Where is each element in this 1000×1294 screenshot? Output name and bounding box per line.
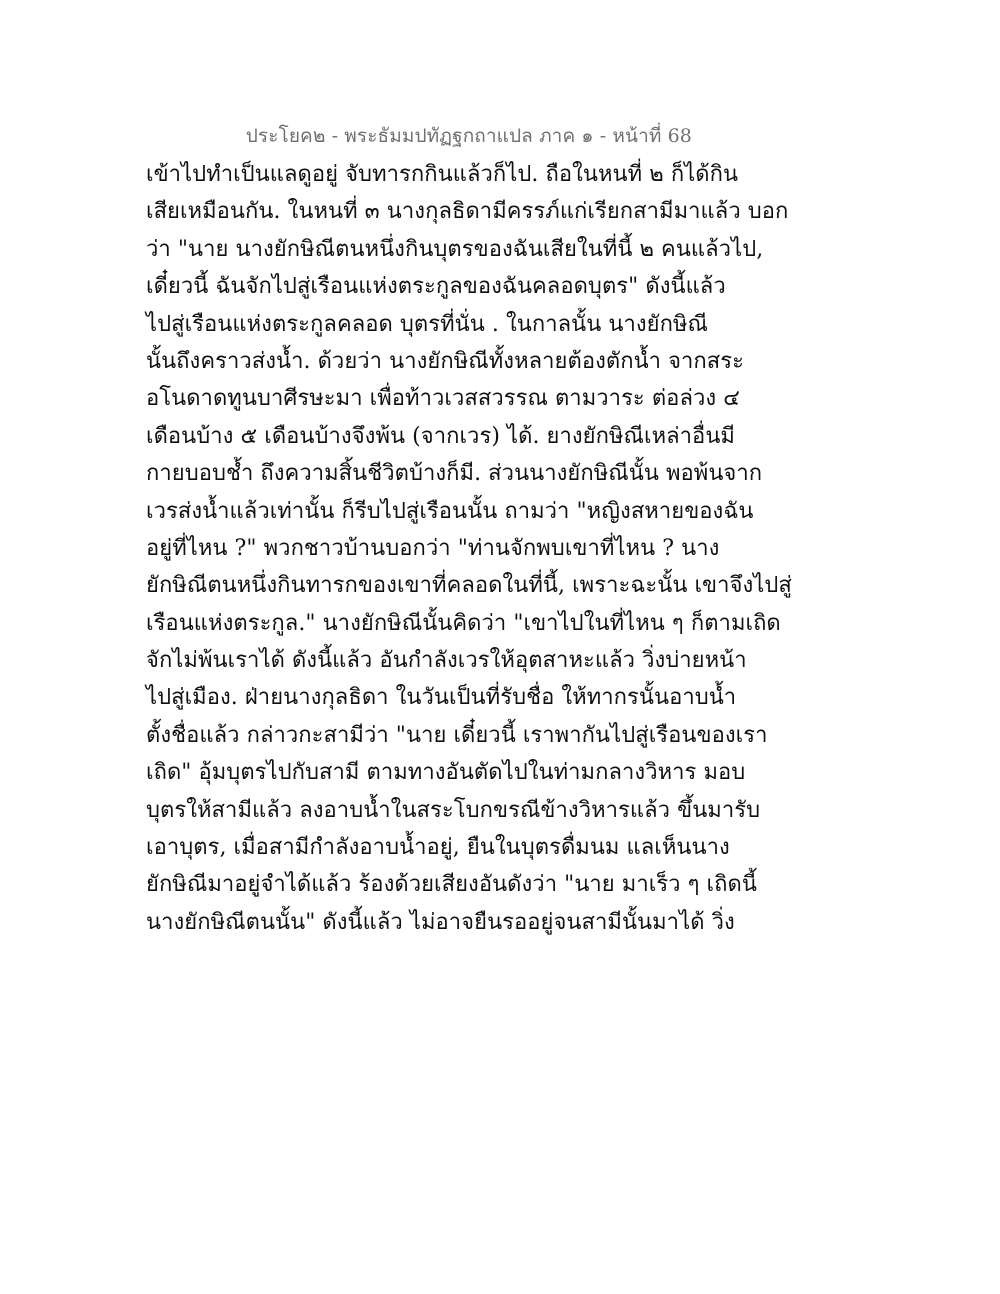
body-text <box>146 156 792 941</box>
text-line: ยักษิณีตนหนึ่งกินทารกของเขาที่คลอดในที่นี้, เพราะฉะนั้น เขาจึงไปสู่ <box>146 573 792 599</box>
text-line: นั้นถึงคราวส่งน้ำ. ด้วยว่า นางยักษิณีทั้งหลายต้องตักน้ำ จากสระ <box>146 348 745 374</box>
text-line: เดือนบ้าง ๕ เดือนบ้างจึงพ้น (จากเวร) ได้. ยางยักษิณีเหล่าอื่นมี <box>146 423 735 449</box>
text-line: จักไม่พ้นเราได้ ดังนี้แล้ว อันกำลังเวรให้อุตสาหะแล้ว วิ่งบ่ายหน้า <box>146 648 747 674</box>
text-line: อยู่ที่ไหน ?" พวกชาวบ้านบอกว่า "ท่านจักพบเขาที่ไหน ? นาง <box>146 535 720 561</box>
text-line: บุตรให้สามีแล้ว ลงอาบน้ำในสระโบกขรณีข้างวิหารแล้ว ขึ้นมารับ <box>146 797 761 823</box>
text-line: นางยักษิณีตนนั้น" ดังนี้แล้ว ไม่อาจยืนรออยู่จนสามีนั้นมาได้ วิ่ง <box>146 909 735 935</box>
text-line: อโนดาดทูนบาศีรษะมา เพื่อท้าวเวสสวรรณ ตามวาระ ต่อล่วง ๔ <box>146 386 740 412</box>
text-line: เดี๋ยวนี้ ฉันจักไปสู่เรือนแห่งตระกูลของฉันคลอดบุตร" ดังนี้แล้ว <box>146 274 726 300</box>
text-line: ยักษิณีมาอยู่จำได้แล้ว ร้องด้วยเสียงอันดังว่า "นาย มาเร็ว ๆ เถิดนี้ <box>146 872 757 898</box>
text-line: ไปสู่เรือนแห่งตระกูลคลอด บุตรที่นั่น . ในกาลนั้น นางยักษิณี <box>146 311 708 337</box>
text-line: เรือนแห่งตระกูล." นางยักษิณีนั้นคิดว่า "เขาไปในที่ไหน ๆ ก็ตามเถิด <box>146 610 781 636</box>
text-line: เวรส่งน้ำแล้วเท่านั้น ก็รีบไปสู่เรือนนั้น ถามว่า "หญิงสหายของฉัน <box>146 498 754 524</box>
text-line: เสียเหมือนกัน. ในหนที่ ๓ นางกุลธิดามีครรภ์แก่เรียกสามีมาแล้ว บอก <box>146 199 789 225</box>
running-header: ประโยค๒ - พระธัมมปทัฏฐกถาแปล ภาค ๑ - หน้าที่ 68 <box>245 125 692 147</box>
text-line: ไปสู่เมือง. ฝ่ายนางกุลธิดา ในวันเป็นที่รับชื่อ ให้ทากรนั้นอาบน้ำ <box>146 685 737 711</box>
text-line: เอาบุตร, เมื่อสามีกำลังอาบน้ำอยู่, ยืนในบุตรดื่มนม แลเห็นนาง <box>146 835 730 861</box>
text-line: เถิด" อุ้มบุตรไปกับสามี ตามทางอันตัดไปในท่ามกลางวิหาร มอบ <box>146 760 746 786</box>
text-line: ว่า "นาย นางยักษิณีตนหนึ่งกินบุตรของฉันเสียในที่นี้ ๒ คนแล้วไป, <box>146 236 764 262</box>
text-line: กายบอบช้ำ ถึงความสิ้นชีวิตบ้างก็มี. ส่วนนางยักษิณีนั้น พอพ้นจาก <box>146 461 763 487</box>
text-line: เข้าไปทำเป็นแลดูอยู่ จับทารกกินแล้วก็ไป. ถือในหนที่ ๒ ก็ได้กิน <box>146 162 739 187</box>
text-line: ตั้งชื่อแล้ว กล่าวกะสามีว่า "นาย เดี๋ยวนี้ เราพากันไปสู่เรือนของเรา <box>146 722 768 748</box>
